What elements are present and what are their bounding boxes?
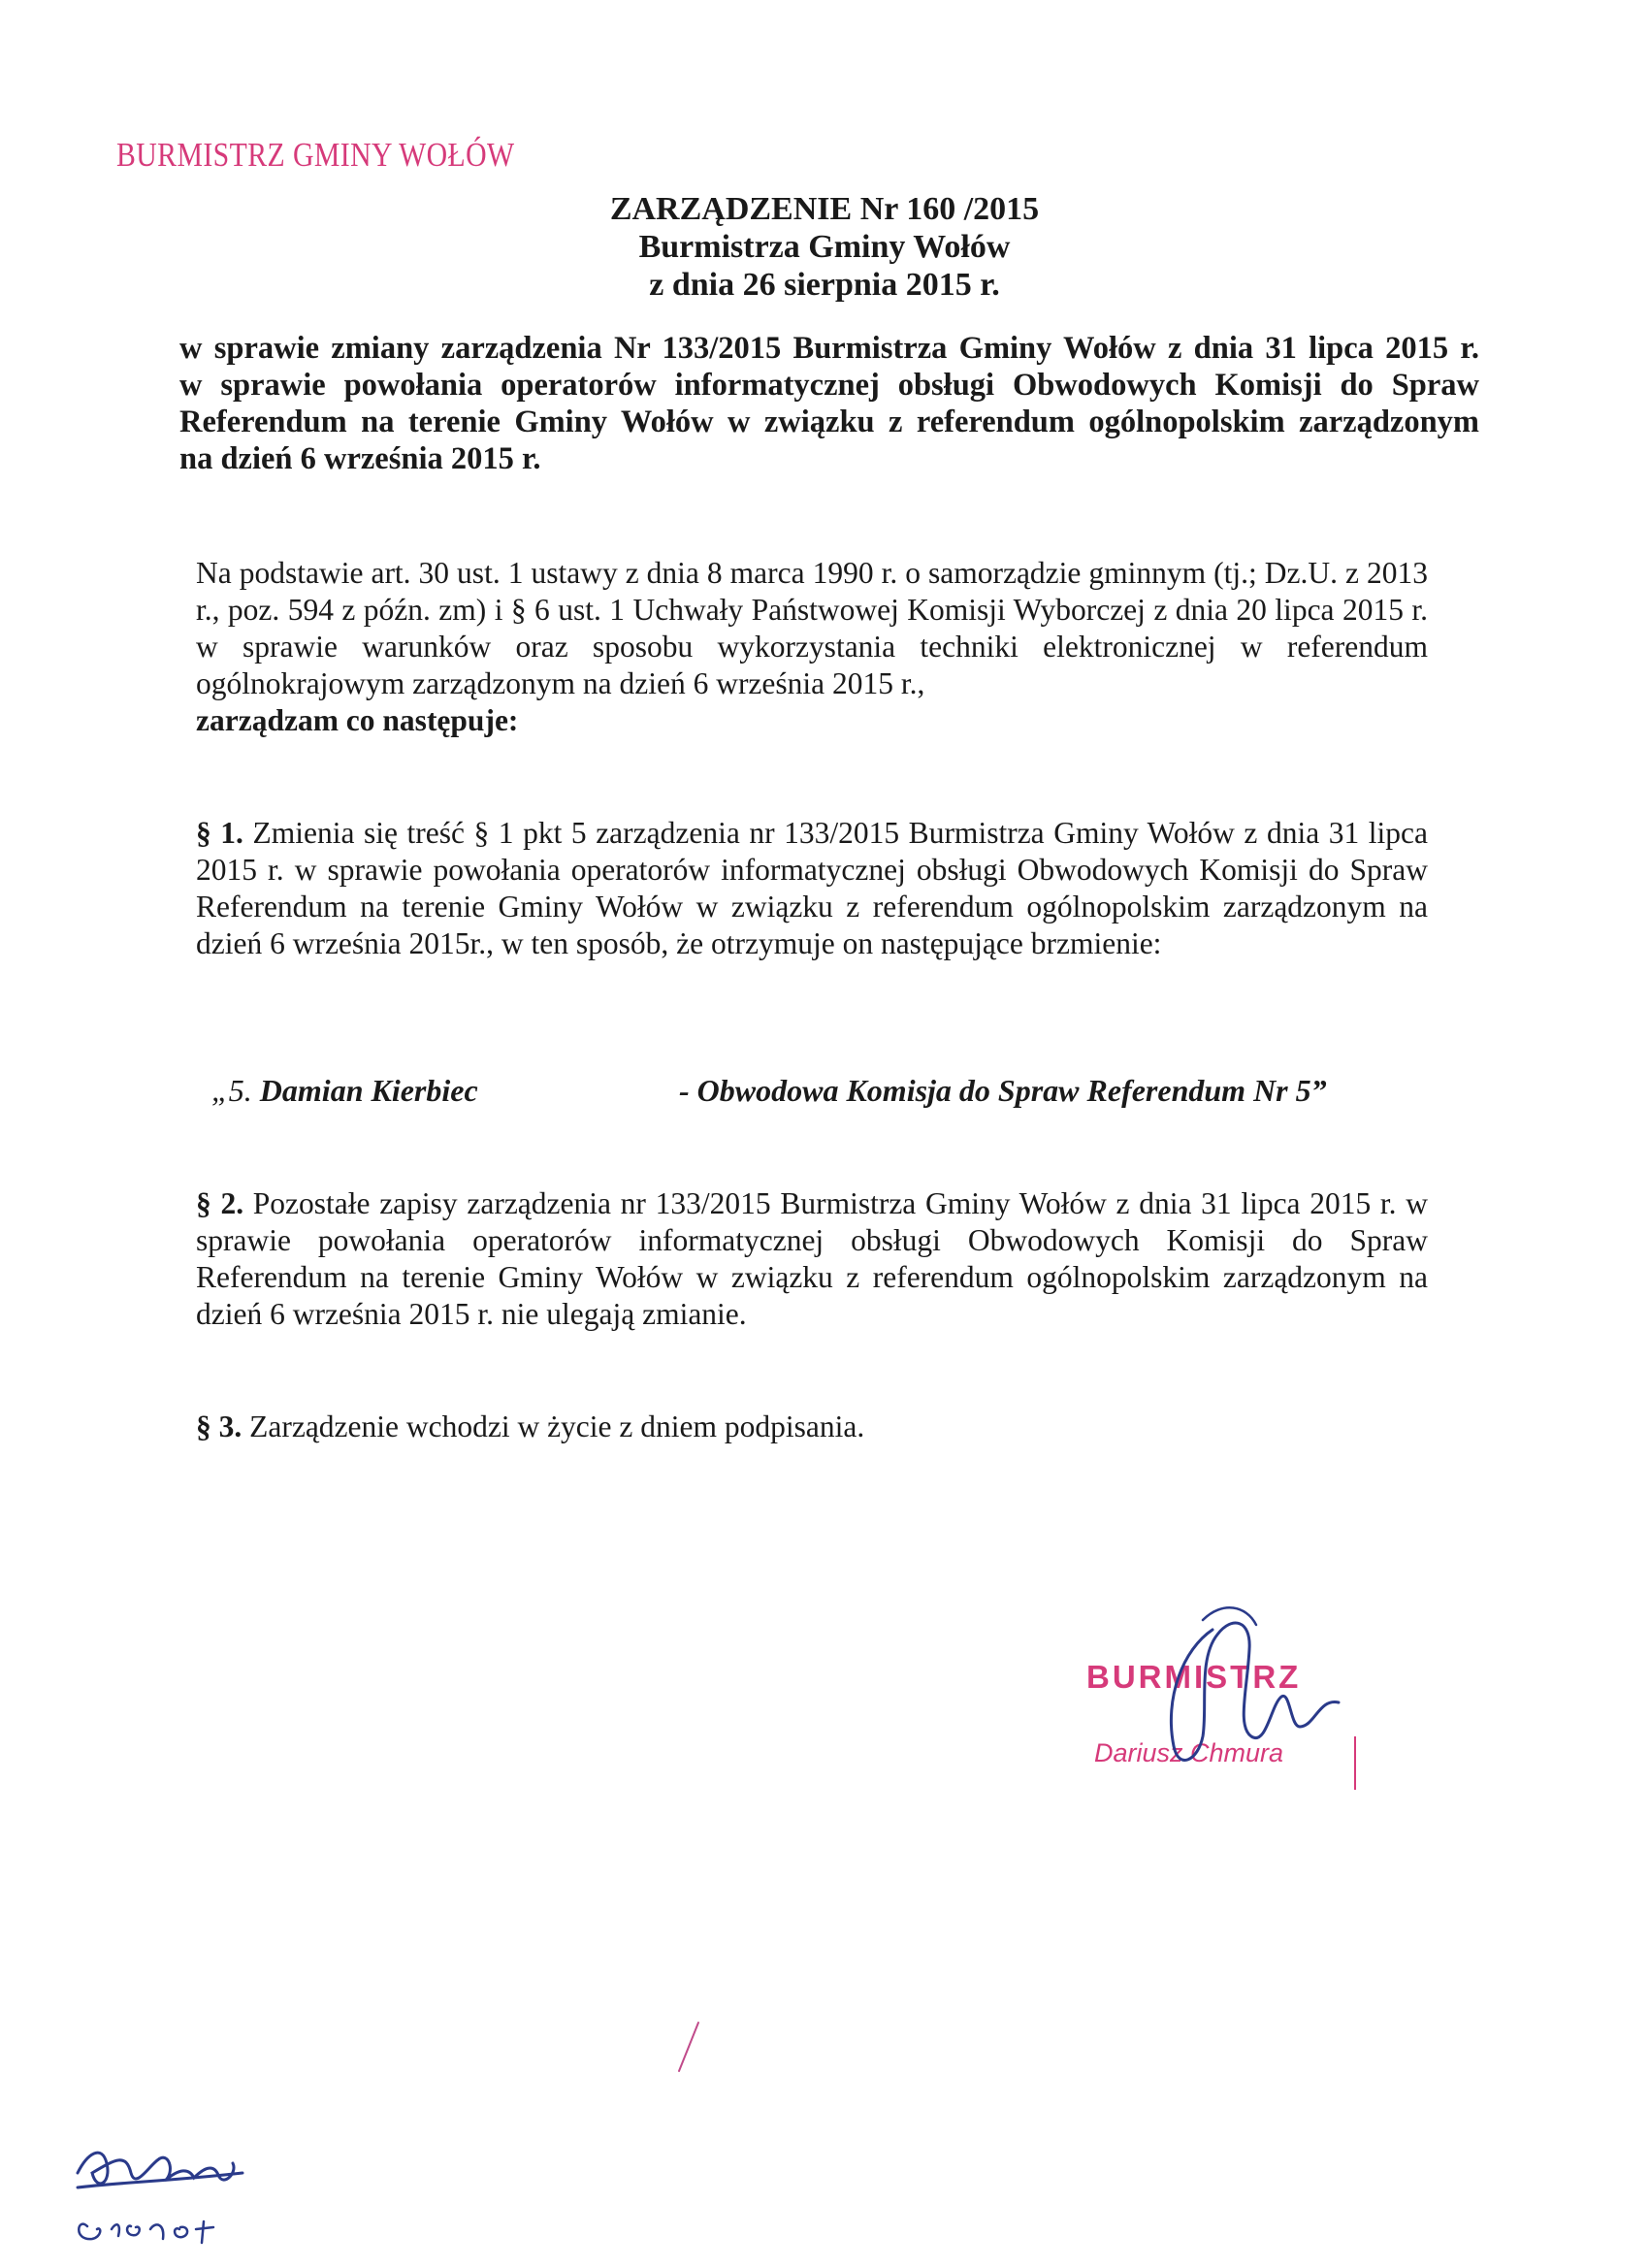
document-subject: [179, 330, 1479, 477]
header-stamp: BURMISTRZ GMINY WOŁÓW: [116, 136, 515, 174]
section-2-text: Pozostałe zapisy zarządzenia nr 133/2015 Burmistrza Gminy Wołów z dnia 31 lipca 2015 r. w sprawie powołania operatorów informatycznej obsługi Obwodowych Komisji do Spraw Referendum na terenie Gminy Wołów w związku z referendum ogólnopolskim zarządzonym na dzień 6 września 2015 r. nie ulegają zmianie.: [196, 1186, 1429, 1331]
mayor-signature: [1145, 1591, 1377, 1785]
title-number: ZARZĄDZENIE Nr 160 /2015: [609, 191, 1040, 227]
section-1-mark: § 1.: [196, 816, 243, 850]
section-3-text: Zarządzenie wchodzi w życie z dniem podpisania.: [249, 1409, 865, 1443]
handwritten-initials: [58, 2115, 281, 2260]
subject-line-4: na dzień 6 września 2015 r.: [179, 441, 541, 476]
subject-line-2: w sprawie powołania operatorów informatycznej obsługi Obwodowych Komisji do Spraw: [179, 368, 1479, 403]
decree-phrase: zarządzam co następuje:: [196, 703, 519, 737]
legal-basis: [196, 555, 1428, 739]
subject-line-1: w sprawie zmiany zarządzenia Nr 133/2015 Burmistrza Gminy Wołów z dnia 31 lipca 2015 r.: [179, 331, 1479, 366]
subject-line-3: Referendum na terenie Gminy Wołów w związku z referendum ogólnopolskim zarządzonym: [179, 405, 1479, 439]
stray-mark: [669, 2018, 708, 2076]
stamp-title: BURMISTRZ: [1086, 1659, 1302, 1695]
title-issuer: Burmistrza Gminy Wołów: [638, 229, 1011, 265]
appointment-ordinal: „5.: [211, 1073, 252, 1108]
section-1-text: Zmienia się treść § 1 pkt 5 zarządzenia nr 133/2015 Burmistrza Gminy Wołów z dnia 31 lipca 2015 r. w sprawie powołania operatorów informatycznej obsługi Obwodowych Komisji do Spraw Referendum na terenie Gminy Wołów w związku z referendum ogólnopolskim zarządzonym na dzień 6 września 2015r., w ten sposób, że otrzymuje on następujące brzmienie:: [196, 816, 1428, 960]
appointment-name: Damian Kierbiec: [259, 1073, 478, 1108]
document-title: [0, 190, 1649, 304]
section-1: [196, 815, 1428, 962]
section-2-mark: § 2.: [196, 1186, 244, 1220]
appointment-commission: - Obwodowa Komisja do Spraw Referendum Nr 5”: [679, 1073, 1327, 1108]
section-3: [196, 1409, 1428, 1445]
title-date: z dnia 26 sierpnia 2015 r.: [649, 267, 1000, 303]
stamp-name: Dariusz Chmura: [1094, 1738, 1284, 1767]
section-3-mark: § 3.: [196, 1409, 242, 1443]
legal-basis-text: Na podstawie art. 30 ust. 1 ustawy z dnia 8 marca 1990 r. o samorządzie gminnym (tj.; Dz.U. z 2013 r., poz. 594 z późn. zm) i § 6 ust. 1 Uchwały Państwowej Komisji Wyborczej z dnia 20 lipca 2015 r. w sprawie warunków oraz sposobu wykorzystania techniki elektronicznej w referendum ogólnokrajowym zarządzonym na dzień 6 września 2015 r.,: [196, 556, 1428, 700]
section-2: [196, 1185, 1428, 1333]
appointment-number: [211, 1073, 478, 1109]
